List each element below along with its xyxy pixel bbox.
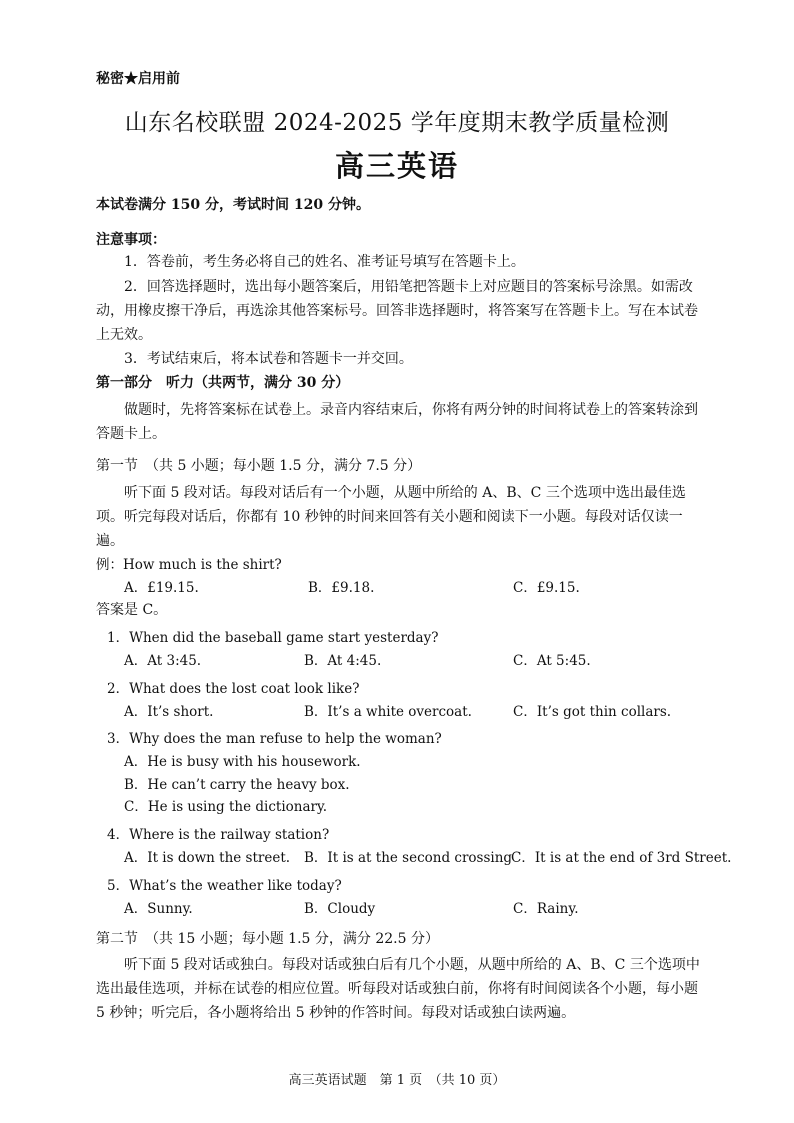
section2-instruction: 听下面 5 段对话或独白。每段对话或独白后有几个小题，从题中所给的 A、B、C 三个选项中选出最佳选项，并标在试卷的相应位置。听每段对话或独白前，你将有时间阅读各个小题，每小题 5 秒钟；听完后，各小题将给出 5 秒钟的作答时间。每段对话或独白读两遍。: [96, 957, 700, 1021]
page-footer: 高三英语试题 第 1 页 （共 10 页）: [288, 1073, 506, 1088]
confidential-label: 秘密★启用前: [96, 71, 180, 87]
question-option-b: B．Cloudy: [304, 901, 376, 917]
section2-heading: 第二节 （共 15 小题；每小题 1.5 分，满分 22.5 分）: [96, 931, 439, 947]
section1-instruction: 听下面 5 段对话。每段对话后有一个小题，从题中所给的 A、B、C 三个选项中选出最佳选项。听完每段对话后，你都有 10 秒钟的时间来回答有关小题和阅读下一小题。每段对话仅读一遍。: [96, 485, 686, 549]
notice-heading: 注意事项：: [96, 232, 166, 248]
question-option-b: B．It is at the second crossing: [304, 850, 513, 866]
question-option-c: C．It is at the end of 3rd Street.: [511, 850, 732, 866]
example-option-a: A．£19.15.: [124, 580, 199, 596]
question-option-c: C．Rainy.: [513, 901, 579, 917]
question-option-a: A．It is down the street.: [124, 850, 291, 866]
part1-instruction: 做题时，先将答案标在试卷上。录音内容结束后，你将有两分钟的时间将试卷上的答案转涂到答题卡上。: [96, 402, 698, 442]
part1-heading: 第一部分 听力（共两节，满分 30 分）: [96, 375, 350, 391]
question-option-a: A．Sunny.: [124, 901, 193, 917]
question-option-c: C．At 5:45.: [513, 653, 591, 669]
subject-title: 高三英语: [334, 149, 459, 183]
example-answer: 答案是 C。: [96, 602, 168, 618]
question-option-b: B．At 4:45.: [304, 653, 382, 669]
section1-heading: 第一节 （共 5 小题；每小题 1.5 分，满分 7.5 分）: [96, 458, 422, 474]
notice-item-3: 3．考试结束后，将本试卷和答题卡一并交回。: [124, 351, 413, 367]
question-option-b: B．He can’t carry the heavy box.: [124, 777, 350, 793]
question-option-b: B．It’s a white overcoat.: [304, 704, 472, 720]
question-option-a: A．At 3:45.: [124, 653, 202, 669]
score-time-note: 本试卷满分 150 分，考试时间 120 分钟。: [96, 197, 370, 213]
notice-item-2: 2．回答选择题时，选出每小题答案后，用铅笔把答题卡上对应题目的答案标号涂黑。如需改动，用橡皮擦干净后，再选涂其他答案标号。回答非选择题时，将答案写在答题卡上。写在本试卷上无效。: [96, 279, 698, 343]
question-stem: 1．When did the baseball game start yesterday?: [107, 630, 439, 646]
question-option-a: A．It’s short.: [124, 704, 214, 720]
question-stem: 2．What does the lost coat look like?: [107, 681, 360, 697]
example-question: 例：How much is the shirt?: [96, 557, 282, 573]
question-option-a: A．He is busy with his housework.: [124, 754, 361, 770]
example-option-c: C．£9.15.: [513, 580, 580, 596]
question-stem: 4．Where is the railway station?: [107, 827, 330, 843]
question-option-c: C．It’s got thin collars.: [513, 704, 672, 720]
question-stem: 3．Why does the man refuse to help the woman?: [107, 731, 442, 747]
exam-title: 山东名校联盟 2024-2025 学年度期末教学质量检测: [124, 110, 670, 136]
notice-item-1: 1．答卷前，考生务必将自己的姓名、准考证号填写在答题卡上。: [124, 254, 525, 270]
question-stem: 5．What’s the weather like today?: [107, 878, 342, 894]
question-option-c: C．He is using the dictionary.: [124, 799, 328, 815]
example-option-b: B．£9.18.: [308, 580, 375, 596]
